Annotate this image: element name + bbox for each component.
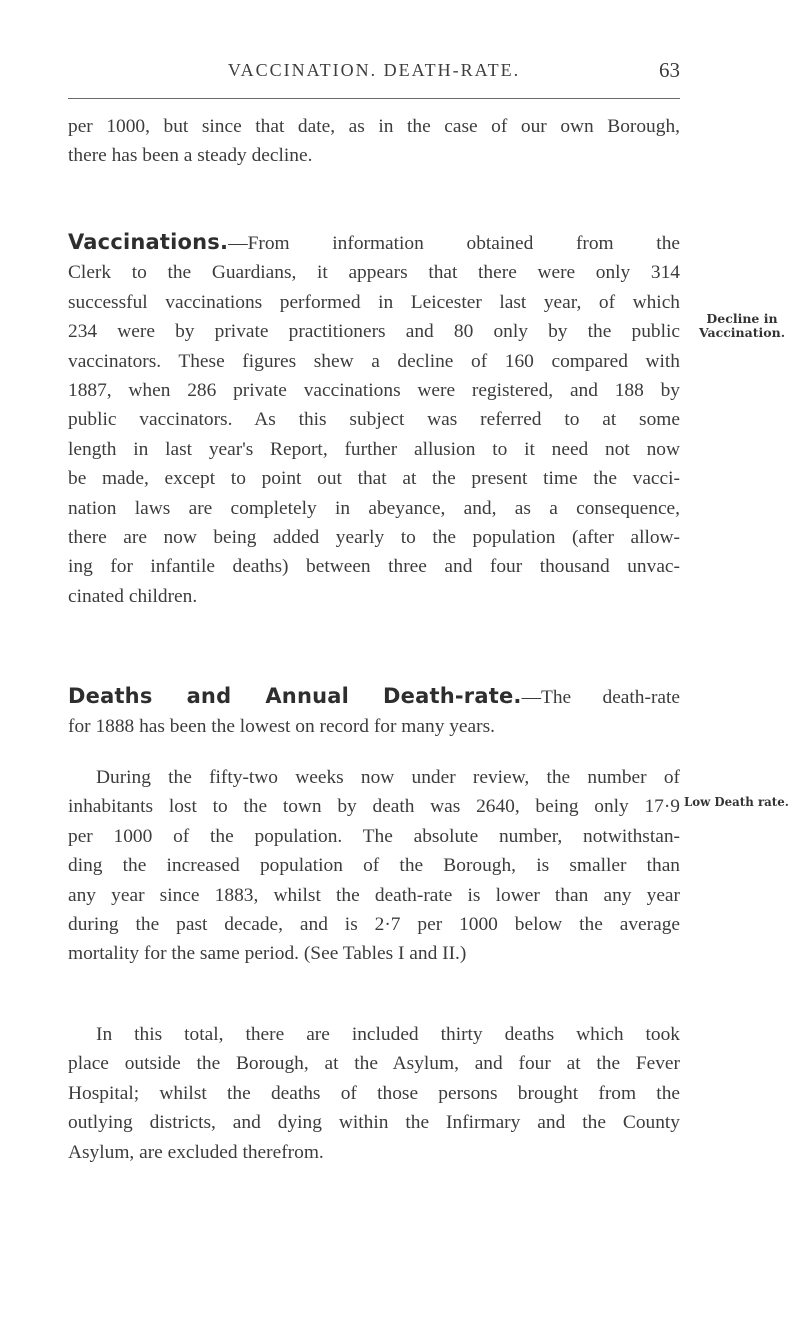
section-heading-death-rate: Deaths and Annual Death-rate. xyxy=(68,684,522,708)
text-line: inhabitants lost to the town by death was 2640, being only 17·9 xyxy=(68,796,680,818)
text-line-with-heading xyxy=(68,228,680,258)
text-line: be made, except to point out that at the present time the vacci- xyxy=(68,468,680,490)
margin-note-low-death-rate: Low Death rate. xyxy=(684,795,789,809)
text-line: Asylum, are excluded therefrom. xyxy=(68,1141,324,1163)
text-line: for 1888 has been the lowest on record for many years. xyxy=(68,716,495,738)
text-line: During the fifty-two weeks now under review, the number of xyxy=(96,767,680,788)
text-line: cinated children. xyxy=(68,585,198,607)
text-line: outlying districts, and dying within the Infirmary and the County xyxy=(68,1112,680,1134)
text-line: In this total, there are included thirty deaths which took xyxy=(96,1024,680,1045)
text-line: Clerk to the Guardians, it appears that there were only 314 xyxy=(68,262,680,284)
margin-note-decline-in-vaccination xyxy=(694,312,790,340)
text-line: place outside the Borough, at the Asylum, and four at the Fever xyxy=(68,1053,680,1075)
paragraph-continuation xyxy=(68,112,680,171)
text-line: any year since 1883, whilst the death-rate is lower than any year xyxy=(68,884,680,906)
text-line: there has been a steady decline. xyxy=(68,145,313,167)
margin-note-line: Decline in xyxy=(706,311,778,326)
text-line: public vaccinators. As this subject was referred to at some xyxy=(68,409,680,431)
text-line: ing for infantile deaths) between three and four thousand unvac- xyxy=(68,556,680,578)
text-line: per 1000, but since that date, as in the case of our own Borough, xyxy=(68,116,680,137)
text-fragment: —The death-rate xyxy=(521,687,681,708)
paragraph-total xyxy=(68,1020,680,1167)
text-fragment: —From information obtained from the xyxy=(228,233,680,254)
text-line: Hospital; whilst the deaths of those persons brought from the xyxy=(68,1082,680,1104)
text-line: 1887, when 286 private vaccinations were registered, and 188 by xyxy=(68,380,680,402)
text-line: nation laws are completely in abeyance, and, as a consequence, xyxy=(68,497,680,519)
page-number: 63 xyxy=(659,58,680,82)
section-heading-vaccinations: Vaccinations. xyxy=(68,230,229,254)
text-line-with-heading xyxy=(68,682,680,712)
text-line: during the past decade, and is 2·7 per 1000 below the average xyxy=(68,914,680,936)
running-title: VACCINATION. DEATH-RATE. xyxy=(227,60,521,80)
text-line: vaccinators. These figures shew a decline of 160 compared with xyxy=(68,350,680,372)
paragraph-death-rate xyxy=(68,682,680,742)
text-line: successful vaccinations performed in Leicester last year, of which xyxy=(68,291,680,313)
paragraph-review xyxy=(68,763,680,969)
text-line: 234 were by private practitioners and 80 only by the public xyxy=(68,321,680,343)
text-line: ding the increased population of the Borough, is smaller than xyxy=(68,855,680,877)
running-head xyxy=(68,54,680,99)
text-line: per 1000 of the population. The absolute number, notwithstan- xyxy=(68,825,680,847)
text-line: length in last year's Report, further allusion to it need not now xyxy=(68,438,680,460)
text-line: mortality for the same period. (See Tables I and II.) xyxy=(68,943,467,965)
margin-note-line: Vaccination. xyxy=(698,325,786,340)
paragraph-vaccinations xyxy=(68,228,680,611)
text-line: there are now being added yearly to the population (after allow- xyxy=(68,527,680,549)
